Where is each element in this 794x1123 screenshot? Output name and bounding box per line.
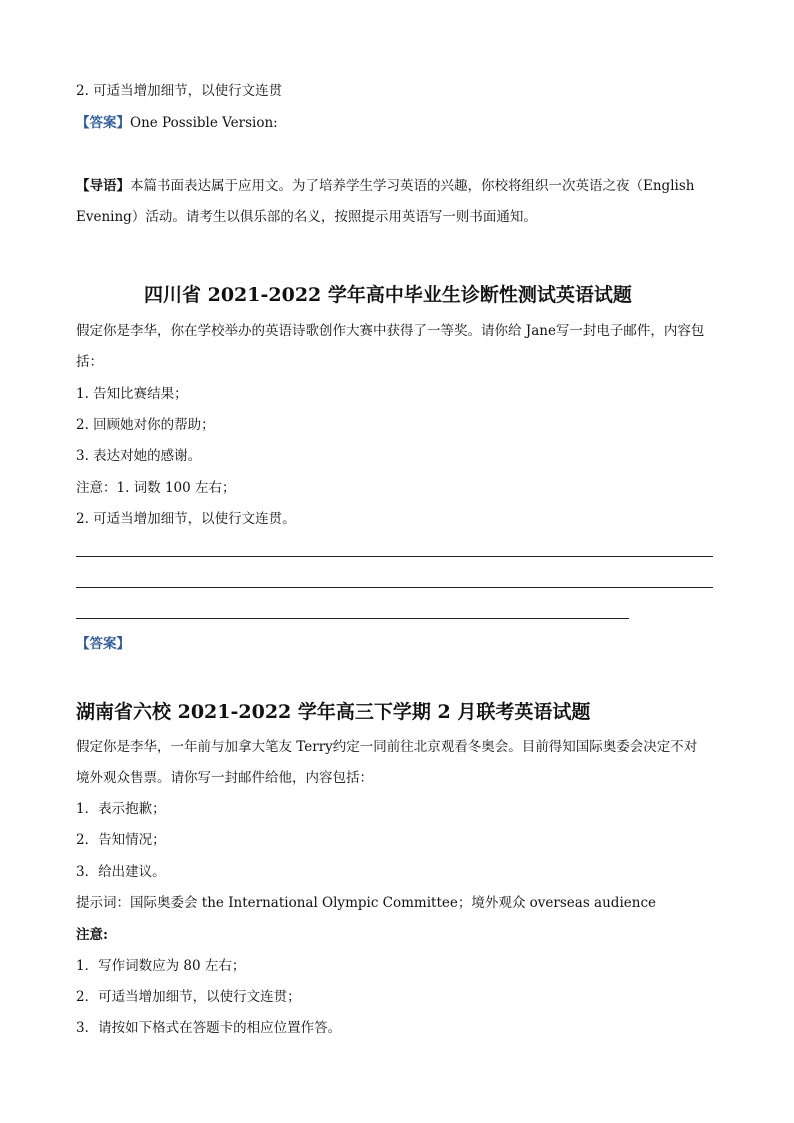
section-title-sichuan: 四川省 2021-2022 学年高中毕业生诊断性测试英语试题 (144, 284, 632, 306)
guide-line-1 (76, 176, 694, 196)
hunan-item-2: 2．告知情况； (76, 832, 166, 848)
hunan-hint: 提示词：国际奥委会 the International Olympic Committee；境外观众 overseas audience (76, 895, 656, 911)
hunan-prompt-line-1: 假定你是李华，一年前与加拿大笔友 Terry约定一同前往北京观看冬奥会。目前得知国际奥委会决定不对 (76, 739, 698, 755)
sichuan-prompt-line-2: 括： (76, 354, 103, 370)
answer-text: One Possible Version: (130, 115, 278, 131)
hunan-item-3: 3．给出建议。 (76, 864, 166, 880)
sichuan-item-2: 2. 回顾她对你的帮助； (76, 417, 215, 433)
hunan-note-1: 1．写作词数应为 80 左右； (76, 958, 246, 974)
guide-line-2: Evening）活动。请考生以俱乐部的名义，按照提示用英语写一则书面通知。 (76, 209, 537, 225)
hunan-prompt-line-2: 境外观众售票。请你写一封邮件给他，内容包括： (76, 770, 373, 786)
sichuan-note-1: 注意：1. 词数 100 左右； (76, 480, 236, 496)
sichuan-item-3: 3. 表达对她的感谢。 (76, 448, 202, 464)
answer-tag: 【答案】 (76, 636, 130, 652)
sichuan-note-2: 2. 可适当增加细节，以使行文连贯。 (76, 511, 296, 527)
answer-rule-1 (76, 556, 713, 557)
sichuan-prompt-line-1: 假定你是李华，你在学校举办的英语诗歌创作大赛中获得了一等奖。请你给 Jane写一封电子邮件，内容包 (76, 323, 705, 339)
answer-rule-2 (76, 587, 713, 588)
guide-tag: 【导语】 (76, 178, 130, 194)
prev-answer-line (76, 113, 278, 133)
hunan-note-heading: 注意: (76, 927, 108, 943)
hunan-item-1: 1．表示抱歉； (76, 801, 166, 817)
sichuan-answer-line (76, 634, 130, 654)
hunan-note-2: 2．可适当增加细节，以使行文连贯； (76, 989, 301, 1005)
hunan-note-3: 3．请按如下格式在答题卡的相应位置作答。 (76, 1020, 342, 1036)
sichuan-item-1: 1. 告知比赛结果； (76, 386, 188, 402)
answer-rule-3 (76, 618, 629, 619)
prev-note-line: 2. 可适当增加细节，以使行文连贯 (76, 83, 283, 99)
guide-text-1: 本篇书面表达属于应用文。为了培养学生学习英语的兴趣，你校将组织一次英语之夜（English (130, 178, 695, 194)
answer-tag: 【答案】 (76, 115, 130, 131)
section-title-hunan: 湖南省六校 2021-2022 学年高三下学期 2 月联考英语试题 (76, 701, 591, 723)
